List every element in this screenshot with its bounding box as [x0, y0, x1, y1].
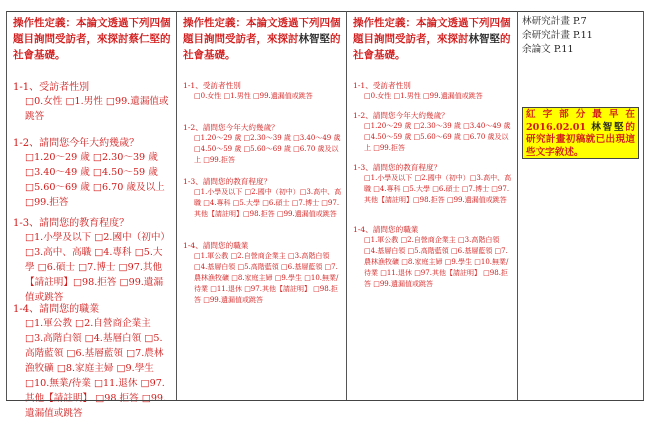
question-options: □1.軍公教 □2.自營商企業主 □3.高階白領 □4.基層白領 □5.高階藍領 □6.基層藍領 □7.農林漁牧礦 □8.家庭主婦 □9.學生 □10.無業/待業 □11.退休 □97.其他【請註明】 □98.拒答 □99.遺漏值或跳答 [25, 318, 167, 419]
column-header [13, 15, 171, 63]
question-options: □1.20～29 歲 □2.30～39 歲 □3.40～49 歲 □4.50～59 歲 □5.60～69 歲 □6.70 歲及以上 □99.拒答 [364, 122, 511, 152]
note-text-end: 的研究計畫初稿就已出現這些文字敘述。 [526, 121, 635, 158]
question-options: □0.女性 □1.男性 □99.遺漏值或跳答 [364, 92, 483, 100]
question-age [353, 111, 513, 154]
question-title: 1-1、受訪者性別 [13, 82, 90, 93]
question-options: □0.女性 □1.男性 □99.遺漏值或跳答 [194, 92, 313, 100]
reference-list [522, 15, 593, 57]
header-text-end: 的社會基礎。 [353, 33, 511, 61]
question-gender [183, 81, 342, 102]
table-bottom-border [6, 400, 644, 401]
question-gender [13, 81, 172, 124]
header-text: 操作性定義：本論文透過下列四個題目詢問受訪者，來探討 [353, 17, 511, 45]
question-options: □1.軍公教 □2.自營商企業主 □3.高階白領 □4.基層白領 □5.高階藍領 □6.基層藍領 □7.農林漁牧礦 □8.家庭主婦 □9.學生 □10.無業/待業 □11.退休 □97.其他【請註明】 □98.拒答 □99.遺漏值或跳答 [364, 236, 509, 288]
question-title: 1-4、請問您的職業 [353, 225, 419, 234]
reference-item: 余研究計畫 P.11 [522, 30, 593, 41]
column-header [183, 15, 341, 63]
question-education [13, 217, 172, 305]
question-options: □1.小學及以下 □2.國中（初中）□3.高中、高職 □4.專科 □5.大學 □6.碩士 □7.博士 □97.其他【請註明】□98.拒答 □99.遺漏值或跳答 [194, 188, 342, 218]
question-title: 1-2、請問您今年大約幾歲？ [353, 111, 449, 120]
header-name: 林智堅 [468, 33, 500, 45]
header-text: 操作性定義：本論文透過下列四個題目詢問受訪者，來探討 [183, 17, 341, 45]
column-yu [347, 11, 518, 400]
question-title: 1-3、請問您的教育程度？ [183, 177, 272, 186]
header-text-end: 的社會基礎。 [183, 33, 341, 61]
question-options: □1.20～29 歲 □2.30～39 歲 □3.40～49 歲 □4.50～59 歲 □5.60～69 歲 □6.70 歲及以上 □99.拒答 [194, 134, 341, 164]
question-education [353, 163, 513, 206]
question-occupation [353, 225, 513, 290]
reference-item: 余論文 P.11 [522, 44, 574, 55]
header-name: 林智堅 [298, 33, 330, 45]
question-occupation [13, 303, 172, 421]
question-gender [353, 81, 513, 102]
reference-item: 林研究計畫 P.7 [522, 16, 587, 27]
question-education [183, 177, 342, 220]
question-title: 1-2、請問您今年大約幾歲？ [13, 138, 140, 149]
note-text: 紅字部分最早在 2016.02.01 [526, 109, 635, 133]
question-options: □1.20～29 歲 □2.30～39 歲 □3.40～49 歲 □4.50～59 歲 □5.60～69 歲 □6.70 歲及以上 □99.拒答 [25, 152, 165, 208]
question-options: □0.女性 □1.男性 □99.遺漏值或跳答 [25, 96, 169, 122]
question-title: 1-1、受訪者性別 [353, 81, 411, 90]
question-title: 1-4、請問您的職業 [183, 241, 249, 250]
highlight-note [522, 107, 639, 159]
column-lin [177, 11, 347, 400]
question-options: □1.軍公教 □2.自營商企業主 □3.高階白領 □4.基層白領 □5.高階藍領 □6.基層藍領 □7.農林漁牧礦 □8.家庭主婦 □9.學生 □10.無業/待業 □11.退休 □97.其他【請註明】 □98.拒答 □99.遺漏值或跳答 [194, 252, 339, 304]
question-title: 1-1、受訪者性別 [183, 81, 241, 90]
column-header [353, 15, 512, 63]
column-cai [6, 11, 177, 419]
question-occupation [183, 241, 342, 306]
question-options: □1.小學及以下 □2.國中（初中）□3.高中、高職 □4.專科 □5.大學 □6.碩士 □7.博士 □97.其他【請註明】□98.拒答 □99.遺漏值或跳答 [364, 174, 512, 204]
note-name: 林智堅 [591, 121, 626, 133]
question-title: 1-3、請問您的教育程度？ [13, 218, 130, 229]
question-age [183, 123, 342, 166]
question-title: 1-2、請問您今年大約幾歲？ [183, 123, 279, 132]
question-title: 1-4、請問您的職業 [13, 304, 100, 315]
column-notes [518, 11, 644, 400]
header-text: 操作性定義：本論文透過下列四個題目詢問受訪者，來探討蔡仁堅的社會基礎。 [13, 17, 171, 61]
question-age [13, 137, 172, 210]
question-options: □1.小學及以下 □2.國中（初中）□3.高中、高職 □4.專科 □5.大學 □6.碩士 □7.博士 □97.其他【請註明】□98.拒答 □99.遺漏值或跳答 [25, 232, 171, 303]
question-title: 1-3、請問您的教育程度？ [353, 163, 442, 172]
